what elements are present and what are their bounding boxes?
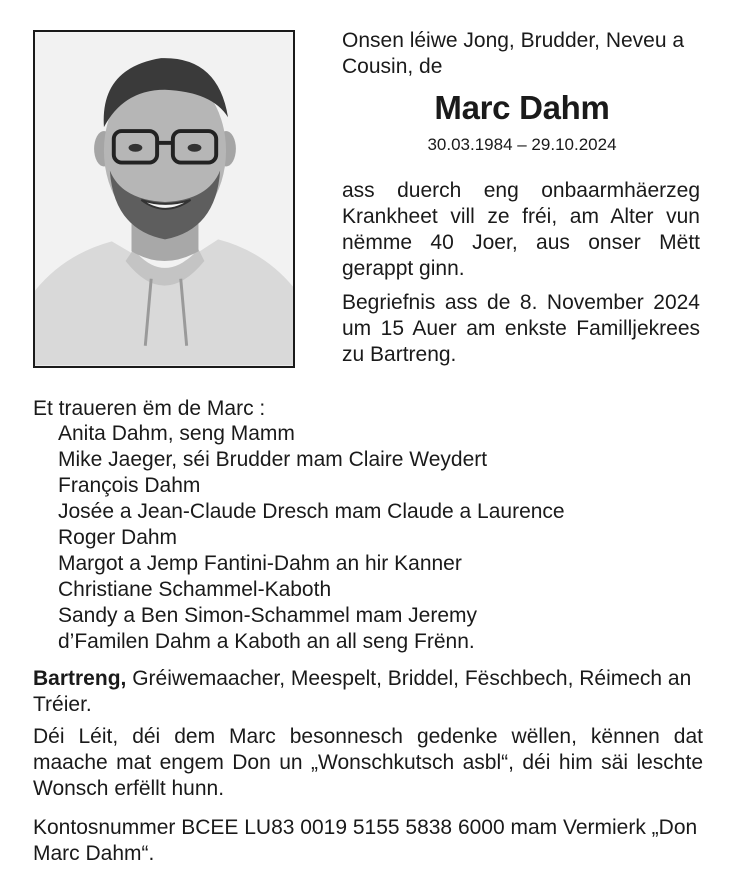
mourner-entry: Josée a Jean-Claude Dresch mam Claude a Laurence	[58, 500, 565, 523]
mourner-entry: Mike Jaeger, séi Brudder mam Claire Weydert	[58, 448, 488, 471]
life-dates: 30.03.1984 – 29.10.2024	[427, 135, 617, 154]
donation-paragraph: Déi Léit, déi dem Marc besonnesch gedenke wëllen, kënnen dat maache mat engem Don un „Wonschkutsch asbl“, déi him säi leschte Wonsch erfëllt hunn.	[33, 725, 703, 800]
mourner-entry: Christiane Schammel-Kaboth	[58, 578, 332, 601]
mourner-entry: d’Familen Dahm a Kaboth an all seng Frënn.	[58, 630, 475, 653]
places-list: Gréiwemaacher, Meespelt, Briddel, Fëschbech, Réimech an Tréier.	[33, 667, 692, 716]
mourner-entry: Anita Dahm, seng Mamm	[58, 422, 295, 445]
mourner-entry: Roger Dahm	[58, 526, 178, 549]
intro-text: Onsen léiwe Jong, Brudder, Neveu a Cousin, de	[342, 29, 685, 78]
death-paragraph: ass duerch eng onbaarmhäerzeg Krankheet vill ze fréi, am Alter vun nëmme 40 Joer, aus onser Mëtt gerappt ginn.	[342, 179, 700, 280]
deceased-name: Marc Dahm	[434, 89, 610, 126]
places-highlight: Bartreng,	[33, 667, 127, 690]
mourner-entry: Margot a Jemp Fantini-Dahm an hir Kanner	[58, 552, 462, 575]
mourner-entry: François Dahm	[58, 474, 201, 497]
funeral-paragraph: Begriefnis ass de 8. November 2024 um 15 Auer am enkste Familljekrees zu Bartreng.	[342, 291, 700, 366]
portrait-illustration	[35, 32, 293, 366]
mourner-entry: Sandy a Ben Simon-Schammel mam Jeremy	[58, 604, 477, 627]
mourners-intro: Et traueren ëm de Marc :	[33, 397, 266, 420]
portrait-photo	[33, 30, 295, 368]
mourners-list	[58, 421, 698, 655]
places-paragraph	[33, 666, 703, 718]
account-paragraph: Kontosnummer BCEE LU83 0019 5155 5838 6000 mam Vermierk „Don Marc Dahm“.	[33, 816, 698, 865]
